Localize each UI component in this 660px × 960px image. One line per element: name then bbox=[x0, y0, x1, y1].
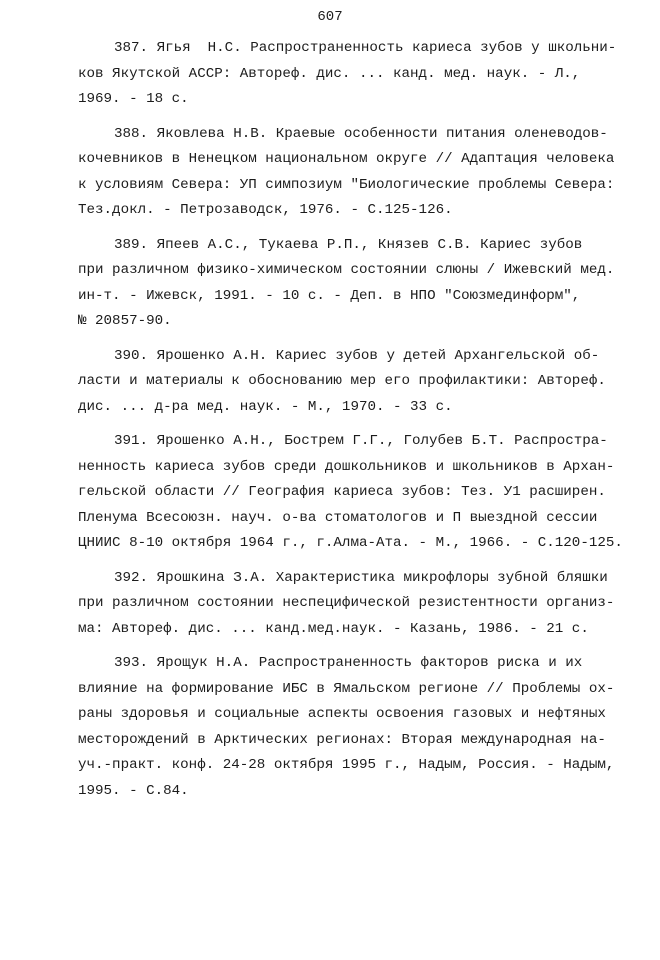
bibliography-entry bbox=[78, 429, 626, 557]
entry-line: 392. Ярошкина З.А. Характеристика микрофлоры зубной бляшки bbox=[114, 569, 608, 586]
entry-line: уч.-практ. конф. 24-28 октября 1995 г., Надым, Россия. - Надым, bbox=[78, 757, 615, 773]
entry-line: кочевников в Ненецком национальном округе // Адаптация человека bbox=[78, 151, 615, 167]
entry-line: при различном физико-химическом состоянии слюны / Ижевский мед. bbox=[78, 262, 615, 278]
entry-line: 391. Ярошенко А.Н., Бострем Г.Г., Голубев Б.Т. Распростра- bbox=[114, 433, 608, 449]
entry-line: ков Якутской АССР: Автореф. дис. ... канд. мед. наук. - Л., bbox=[78, 65, 581, 82]
entry-line: 388. Яковлева Н.В. Краевые особенности питания оленеводов- bbox=[114, 125, 608, 142]
entry-line: ЦНИИС 8-10 октября 1964 г., г.Алма-Ата. - М., 1966. - С.120-125. bbox=[78, 535, 623, 551]
entry-line: гельской области // География кариеса зубов: Тез. У1 расширен. bbox=[78, 484, 606, 500]
bibliography-entry bbox=[78, 566, 626, 643]
entry-line: 387. Ягья Н.С. Распространенность кариеса зубов у школьни- bbox=[114, 40, 617, 56]
bibliography-entry bbox=[78, 36, 626, 113]
entry-line: 390. Ярошенко А.Н. Кариес зубов у детей Архангельской об- bbox=[114, 347, 600, 364]
entry-line: ин-т. - Ижевск, 1991. - 10 с. - Деп. в НПО "Союзмединформ", bbox=[78, 287, 581, 304]
bibliography-entry bbox=[78, 344, 626, 421]
entry-line: Пленума Всесоюзн. науч. о-ва стоматологов и П выездной сессии bbox=[78, 509, 598, 526]
entry-line: Тез.докл. - Петрозаводск, 1976. - С.125-126. bbox=[78, 202, 453, 218]
entry-line: влияние на формирование ИБС в Ямальском регионе // Проблемы ох- bbox=[78, 680, 615, 697]
entry-line: ненность кариеса зубов среди дошкольников и школьников в Архан- bbox=[78, 458, 615, 475]
entry-line: 1969. - 18 с. bbox=[78, 91, 189, 107]
bibliography-entry bbox=[78, 651, 626, 804]
entry-line: месторождений в Арктических регионах: Вторая международная на- bbox=[78, 731, 606, 748]
entry-line: раны здоровья и социальные аспекты освоения газовых и нефтяных bbox=[78, 706, 606, 722]
entry-line: ласти и материалы к обоснованию мер его профилактики: Автореф. bbox=[78, 373, 606, 389]
entry-line: 389. Япеев А.С., Тукаева Р.П., Князев С.В. Кариес зубов bbox=[114, 236, 583, 253]
entry-line: ма: Автореф. дис. ... канд.мед.наук. - Казань, 1986. - 21 с. bbox=[78, 620, 589, 637]
entry-line: 1995. - С.84. bbox=[78, 782, 189, 799]
bibliography-entry bbox=[78, 233, 626, 335]
entry-line: № 20857-90. bbox=[78, 313, 172, 329]
page-number: 607 bbox=[317, 9, 343, 25]
entry-line: к условиям Севера: УП симпозиум "Биологические проблемы Севера: bbox=[78, 176, 615, 193]
entry-line: дис. ... д-ра мед. наук. - М., 1970. - 33 с. bbox=[78, 398, 453, 415]
entry-line: 393. Ярощук Н.А. Распространенность факторов риска и их bbox=[114, 655, 583, 671]
bibliography-entry bbox=[78, 122, 626, 224]
bibliography-list bbox=[78, 36, 626, 813]
entry-line: при различном состоянии неспецифической резистентности организ- bbox=[78, 595, 615, 611]
